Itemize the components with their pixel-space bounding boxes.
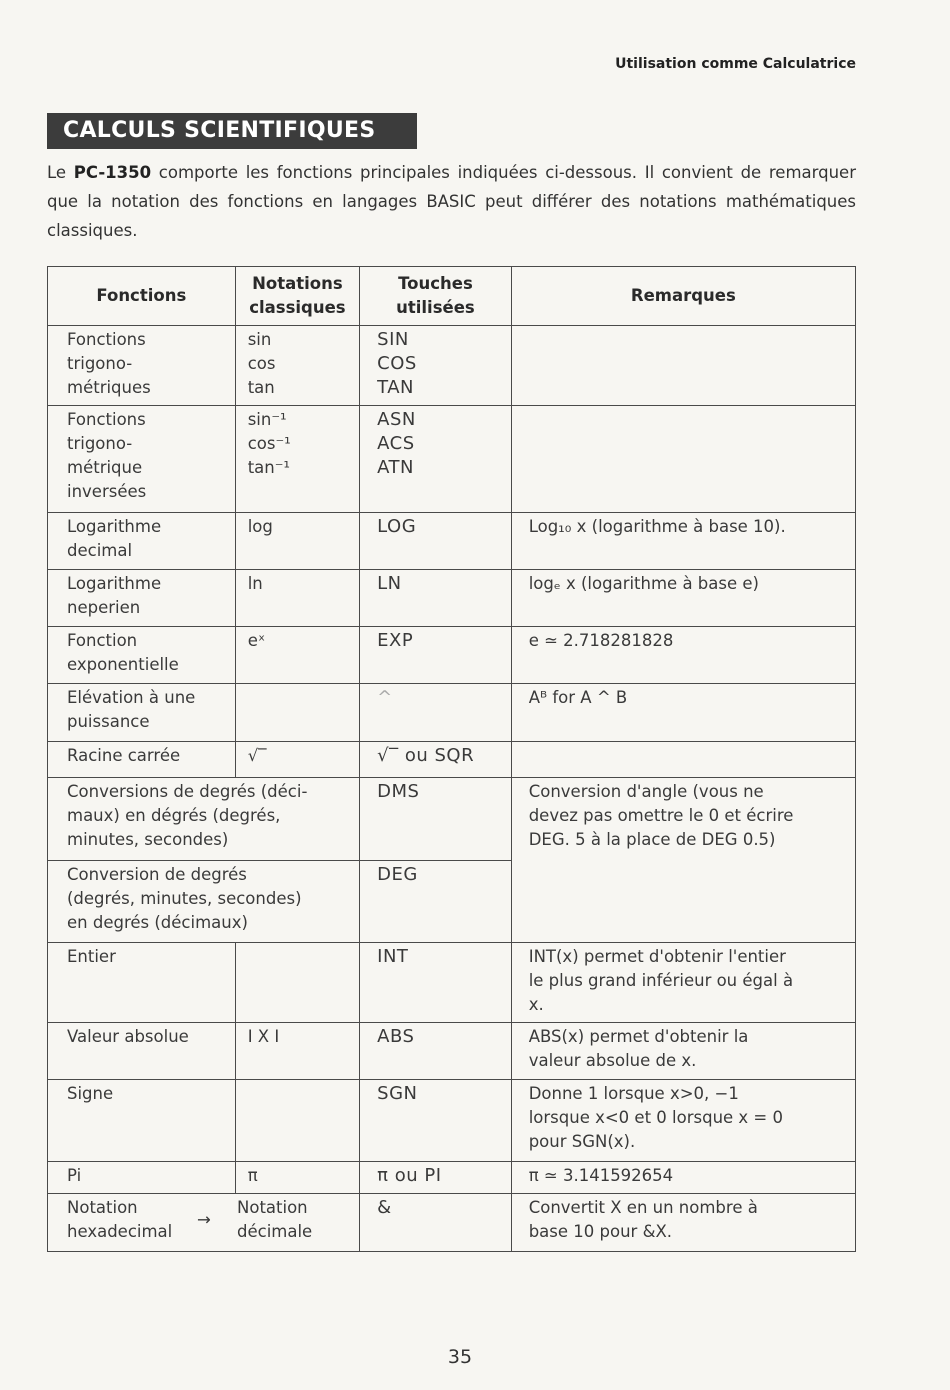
table-row bbox=[48, 326, 856, 406]
header-notations: Notations classiques bbox=[235, 267, 359, 326]
cell-touches: & bbox=[360, 1194, 512, 1252]
intro-model: PC-1350 bbox=[73, 163, 152, 182]
cell-notation: sin cos tan bbox=[235, 326, 359, 406]
table-row bbox=[48, 406, 856, 513]
table-row bbox=[48, 778, 856, 861]
cell-touches: π ou PI bbox=[360, 1162, 512, 1194]
cell-fonction: Fonctions trigono- métriques bbox=[48, 326, 236, 406]
table-row bbox=[48, 570, 856, 627]
header-touches: Touches utilisées bbox=[360, 267, 512, 326]
intro-text-end: comporte les fonctions principales indiquées ci-dessous. Il convient de remarquer que la notation des fonctions en langages BASIC peut différer des notations mathématiques classiques. bbox=[47, 163, 856, 240]
cell-fonction: Pi bbox=[48, 1162, 236, 1194]
cell-notation: ln bbox=[235, 570, 359, 627]
table-row bbox=[48, 1080, 856, 1162]
cell-notation: Notation décimale bbox=[237, 1198, 313, 1241]
cell-remarque: Convertit X en un nombre à base 10 pour &X. bbox=[511, 1194, 855, 1252]
cell-touches: LN bbox=[360, 570, 512, 627]
header-remarques: Remarques bbox=[511, 267, 855, 326]
table-row bbox=[48, 627, 856, 684]
functions-table bbox=[47, 266, 856, 1252]
cell-remarque bbox=[511, 406, 855, 513]
cell-remarque: ABS(x) permet d'obtenir la valeur absolue de x. bbox=[511, 1023, 855, 1080]
cell-fonction: Logarithme decimal bbox=[48, 513, 236, 570]
cell-remarque: Conversion d'angle (vous ne devez pas omettre le 0 et écrire DEG. 5 à la place de DEG 0.5) bbox=[511, 778, 855, 943]
running-header: Utilisation comme Calculatrice bbox=[615, 56, 856, 72]
cell-fonction: Conversions de degrés (déci- maux) en dégrés (degrés, minutes, secondes) bbox=[48, 778, 360, 861]
cell-remarque bbox=[511, 742, 855, 778]
intro-paragraph bbox=[47, 158, 856, 245]
cell-notation: √‾ bbox=[235, 742, 359, 778]
cell-touches: DMS bbox=[360, 778, 512, 861]
cell-touches: EXP bbox=[360, 627, 512, 684]
cell-touches: LOG bbox=[360, 513, 512, 570]
table-row bbox=[48, 513, 856, 570]
arrow-icon: → bbox=[197, 1210, 211, 1229]
cell-notation bbox=[235, 943, 359, 1023]
cell-remarque: Aᴮ for A ^ B bbox=[511, 684, 855, 742]
cell-touches: DEG bbox=[360, 861, 512, 943]
cell-remarque: logₑ x (logarithme à base e) bbox=[511, 570, 855, 627]
cell-notation bbox=[235, 1080, 359, 1162]
table-row bbox=[48, 1162, 856, 1194]
cell-fonction: Entier bbox=[48, 943, 236, 1023]
table-row bbox=[48, 943, 856, 1023]
section-title: CALCULS SCIENTIFIQUES bbox=[47, 113, 417, 149]
cell-fonction: Notation hexadecimal bbox=[67, 1198, 173, 1241]
cell-notation: log bbox=[235, 513, 359, 570]
cell-touches: ^ bbox=[360, 684, 512, 742]
cell-fonction: Logarithme neperien bbox=[48, 570, 236, 627]
cell-touches: INT bbox=[360, 943, 512, 1023]
cell-notation: I X I bbox=[235, 1023, 359, 1080]
cell-touches: SIN COS TAN bbox=[360, 326, 512, 406]
page-number: 35 bbox=[447, 1346, 473, 1368]
cell-remarque: π ≃ 3.141592654 bbox=[511, 1162, 855, 1194]
cell-touches: ASN ACS ATN bbox=[360, 406, 512, 513]
cell-fonction: Valeur absolue bbox=[48, 1023, 236, 1080]
cell-touches: ABS bbox=[360, 1023, 512, 1080]
header-fonctions: Fonctions bbox=[48, 267, 236, 326]
cell-remarque: Donne 1 lorsque x>0, −1 lorsque x<0 et 0 lorsque x = 0 pour SGN(x). bbox=[511, 1080, 855, 1162]
cell-fonction: Fonctions trigono- métrique inversées bbox=[48, 406, 236, 513]
cell-remarque bbox=[511, 326, 855, 406]
intro-text-start: Le bbox=[47, 163, 74, 182]
table-row bbox=[48, 684, 856, 742]
cell-touches: √‾ ou SQR bbox=[360, 742, 512, 778]
cell-remarque: e ≃ 2.718281828 bbox=[511, 627, 855, 684]
cell-conversion bbox=[48, 1194, 360, 1252]
cell-notation: eˣ bbox=[235, 627, 359, 684]
cell-touches: SGN bbox=[360, 1080, 512, 1162]
cell-fonction: Conversion de degrés (degrés, minutes, secondes) en degrés (décimaux) bbox=[48, 861, 360, 943]
cell-fonction: Signe bbox=[48, 1080, 236, 1162]
cell-notation: sin⁻¹ cos⁻¹ tan⁻¹ bbox=[235, 406, 359, 513]
cell-fonction: Racine carrée bbox=[48, 742, 236, 778]
table-row bbox=[48, 742, 856, 778]
cell-notation bbox=[235, 684, 359, 742]
cell-remarque: Log₁₀ x (logarithme à base 10). bbox=[511, 513, 855, 570]
table-row bbox=[48, 1023, 856, 1080]
cell-fonction: Elévation à une puissance bbox=[48, 684, 236, 742]
cell-remarque: INT(x) permet d'obtenir l'entier le plus grand inférieur ou égal à x. bbox=[511, 943, 855, 1023]
table-row bbox=[48, 1194, 856, 1252]
cell-fonction: Fonction exponentielle bbox=[48, 627, 236, 684]
cell-notation: π bbox=[235, 1162, 359, 1194]
